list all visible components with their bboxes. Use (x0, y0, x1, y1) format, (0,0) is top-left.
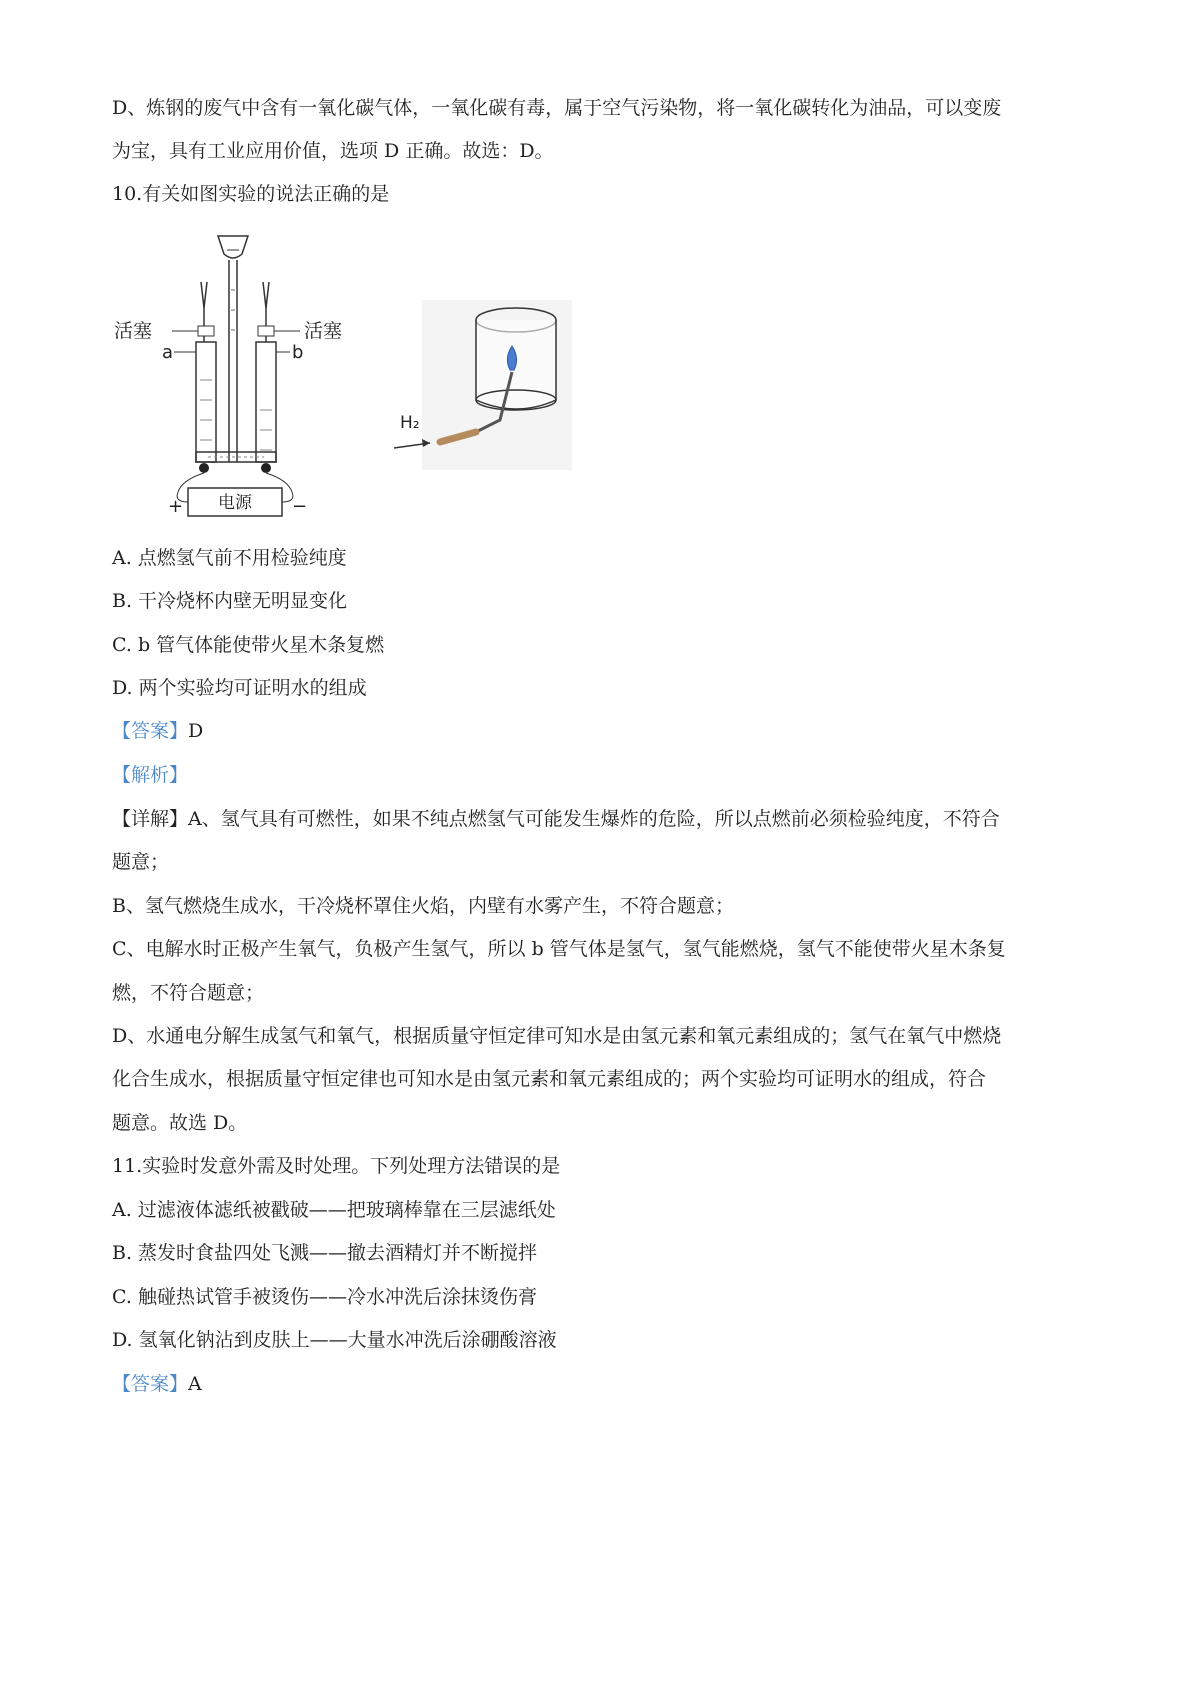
q10-option-a: A. 点燃氢气前不用检验纯度 (112, 547, 347, 569)
q10-detail-line-8: 题意。故选 D。 (112, 1112, 248, 1134)
q10-detail-line-7: 化合生成水，根据质量守恒定律也可知水是由氢元素和氧元素组成的；两个实验均可证明水的组成，符合 (112, 1068, 987, 1090)
q10-stem: 10.有关如图实验的说法正确的是 (112, 183, 390, 205)
stopcock-label-left: 活塞 (114, 320, 153, 342)
q11-answer (112, 1371, 202, 1397)
q10-figure (112, 240, 632, 580)
answer-tag: 【答案】 (112, 720, 189, 742)
q9-explanation-line-1: D、炼钢的废气中含有一氧化碳气体，一氧化碳有毒，属于空气污染物，将一氧化碳转化为油品，可以变废 (112, 97, 1002, 119)
analysis-tag: 【解析】 (112, 764, 189, 786)
answer-tag: 【答案】 (112, 1373, 189, 1395)
tube-b-label: b (292, 342, 304, 363)
detail-text: A、氢气具有可燃性，如果不纯点燃氢气可能发生爆炸的危险，所以点燃前必须检验纯度，不符合 (188, 808, 1000, 830)
electrolysis-apparatus (112, 230, 362, 520)
q10-detail-line-1 (112, 806, 1000, 832)
q10-detail-line-6: D、水通电分解生成氢气和氧气，根据质量守恒定律可知水是由氢元素和氧元素组成的；氢气在氧气中燃烧 (112, 1025, 1002, 1047)
stopcock-label-right: 活塞 (304, 320, 343, 342)
positive-terminal: + (168, 496, 184, 517)
q10-detail-line-2: 题意； (112, 851, 170, 873)
detail-tag: 【详解】 (112, 808, 189, 830)
q10-detail-line-3: B、氢气燃烧生成水，干冷烧杯罩住火焰，内壁有水雾产生，不符合题意； (112, 895, 734, 917)
hydrogen-combustion-apparatus (392, 300, 572, 470)
q10-answer (112, 718, 203, 744)
hydrogen-label: H₂ (400, 413, 420, 433)
q10-analysis-heading (112, 762, 188, 788)
q10-option-c: C. b 管气体能使带火星木条复燃 (112, 634, 385, 656)
q10-detail-line-5: 燃，不符合题意； (112, 982, 265, 1004)
negative-terminal: − (292, 496, 308, 517)
q11-option-b: B. 蒸发时食盐四处飞溅——撤去酒精灯并不断搅拌 (112, 1242, 538, 1264)
q11-option-a: A. 过滤液体滤纸被戳破——把玻璃棒靠在三层滤纸处 (112, 1199, 556, 1221)
tube-a-label: a (162, 342, 174, 363)
power-supply-label: 电源 (218, 493, 252, 513)
q11-option-d: D. 氢氧化钠沾到皮肤上——大量水冲洗后涂硼酸溶液 (112, 1329, 557, 1351)
q11-option-c: C. 触碰热试管手被烫伤——冷水冲洗后涂抹烫伤膏 (112, 1286, 537, 1308)
q10-detail-line-4: C、电解水时正极产生氧气，负极产生氢气，所以 b 管气体是氢气，氢气能燃烧，氢气不能使带火星木条复 (112, 938, 1006, 960)
q11-stem: 11.实验时发意外需及时处理。下列处理方法错误的是 (112, 1155, 561, 1177)
q10-option-b: B. 干冷烧杯内壁无明显变化 (112, 590, 348, 612)
answer-value: D (188, 720, 204, 742)
q10-option-d: D. 两个实验均可证明水的组成 (112, 677, 367, 699)
answer-value: A (188, 1373, 202, 1395)
q9-explanation-line-2: 为宝，具有工业应用价值，选项 D 正确。故选：D。 (112, 140, 554, 162)
